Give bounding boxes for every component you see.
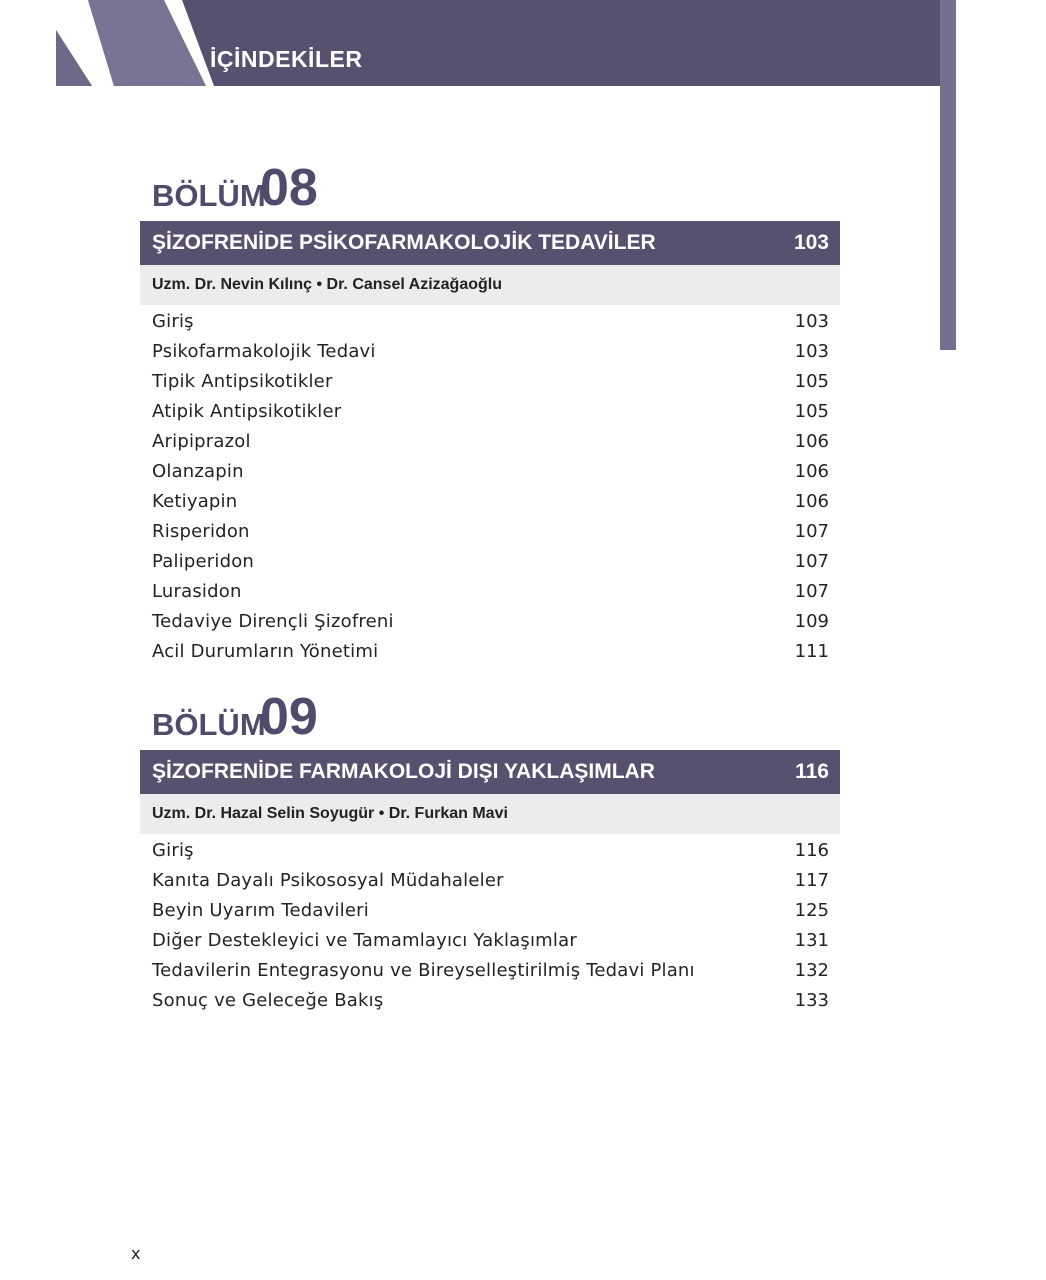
toc-entry[interactable] — [140, 307, 840, 337]
toc-entry[interactable] — [140, 986, 840, 1016]
toc-entry-page: 105 — [794, 401, 829, 422]
toc-entry-page: 109 — [794, 611, 829, 632]
toc-entries — [140, 836, 840, 1016]
toc-entry-label: Risperidon — [152, 521, 250, 542]
toc-entry-label: Beyin Uyarım Tedavileri — [152, 900, 369, 921]
toc-entry[interactable] — [140, 397, 840, 427]
side-accent-bar — [940, 0, 956, 350]
chapter-number: 08 — [260, 159, 318, 217]
chapter-09 — [140, 687, 840, 1016]
chapter-authors: Uzm. Dr. Nevin Kılınç • Dr. Cansel Azizağaoğlu — [152, 276, 502, 293]
chapter-word: BÖLÜM — [152, 178, 266, 213]
toc-entry[interactable] — [140, 836, 840, 866]
chapter-title-bar — [140, 750, 840, 794]
toc-entry[interactable] — [140, 517, 840, 547]
chapter-title[interactable]: ŞİZOFRENİDE PSİKOFARMAKOLOJİK TEDAVİLER — [152, 231, 656, 254]
toc-entry[interactable] — [140, 337, 840, 367]
page-number: x — [131, 1244, 141, 1263]
toc-entry[interactable] — [140, 637, 840, 667]
page-title: İÇİNDEKİLER — [210, 46, 363, 72]
chapter-number: 09 — [260, 688, 318, 746]
chapter-authors: Uzm. Dr. Hazal Selin Soyugür • Dr. Furkan Mavi — [152, 805, 508, 822]
toc-entry-label: Tedavilerin Entegrasyonu ve Bireyselleştirilmiş Tedavi Planı — [152, 960, 695, 981]
toc-entry[interactable] — [140, 487, 840, 517]
toc-entry-label: Giriş — [152, 311, 194, 332]
toc-entry[interactable] — [140, 367, 840, 397]
toc-entry-label: Sonuç ve Geleceğe Bakış — [152, 990, 384, 1011]
toc-entry[interactable] — [140, 547, 840, 577]
chapter-title-bar — [140, 221, 840, 265]
toc-entry[interactable] — [140, 866, 840, 896]
toc-entry[interactable] — [140, 577, 840, 607]
chapter-page: 103 — [793, 231, 829, 254]
toc-entries — [140, 307, 840, 667]
toc-entry-label: Kanıta Dayalı Psikososyal Müdahaleler — [152, 870, 504, 891]
toc-entry[interactable] — [140, 457, 840, 487]
toc-entry-label: Tipik Antipsikotikler — [152, 371, 333, 392]
chapter-08 — [140, 158, 840, 667]
toc-entry-page: 111 — [794, 641, 829, 662]
toc-entry-page: 103 — [794, 311, 829, 332]
toc-entry-page: 131 — [794, 930, 829, 951]
toc-entry-label: Diğer Destekleyici ve Tamamlayıcı Yaklaşımlar — [152, 930, 577, 951]
chapter-heading — [140, 687, 840, 746]
toc-entry-page: 106 — [794, 461, 829, 482]
toc-entry[interactable] — [140, 607, 840, 637]
toc-entry-label: Ketiyapin — [152, 491, 238, 512]
toc-entry-label: Atipik Antipsikotikler — [152, 401, 342, 422]
toc-entry-page: 103 — [794, 341, 829, 362]
toc-entry[interactable] — [140, 896, 840, 926]
toc-entry-page: 106 — [794, 431, 829, 452]
toc-entry-label: Aripiprazol — [152, 431, 251, 452]
toc-entry-page: 107 — [794, 551, 829, 572]
toc-entry-page: 117 — [794, 870, 829, 891]
toc-entry-page: 106 — [794, 491, 829, 512]
header-decoration — [56, 0, 216, 86]
author-bar — [140, 265, 840, 305]
toc-entry-label: Paliperidon — [152, 551, 255, 572]
toc-entry-page: 107 — [794, 581, 829, 602]
author-bar — [140, 794, 840, 834]
toc-entry-page: 133 — [794, 990, 829, 1011]
toc-entry-page: 107 — [794, 521, 829, 542]
toc-entry-page: 132 — [794, 960, 829, 981]
chapter-title[interactable]: ŞİZOFRENİDE FARMAKOLOJİ DIŞI YAKLAŞIMLAR — [152, 760, 655, 783]
toc-entry-label: Tedaviye Dirençli Şizofreni — [152, 611, 394, 632]
toc-entry-label: Acil Durumların Yönetimi — [152, 641, 379, 662]
toc-entry-label: Psikofarmakolojik Tedavi — [152, 341, 376, 362]
chapter-word: BÖLÜM — [152, 707, 266, 742]
toc-entry-label: Giriş — [152, 840, 194, 861]
chapter-page: 116 — [795, 760, 829, 783]
toc-entry-page: 105 — [794, 371, 829, 392]
toc-entry-page: 125 — [794, 900, 829, 921]
toc-entry-page: 116 — [794, 840, 829, 861]
toc-entry-label: Olanzapin — [152, 461, 244, 482]
chapter-heading — [140, 158, 840, 217]
toc-entry[interactable] — [140, 427, 840, 457]
toc-entry[interactable] — [140, 956, 840, 986]
toc-entry-label: Lurasidon — [152, 581, 242, 602]
toc-entry[interactable] — [140, 926, 840, 956]
